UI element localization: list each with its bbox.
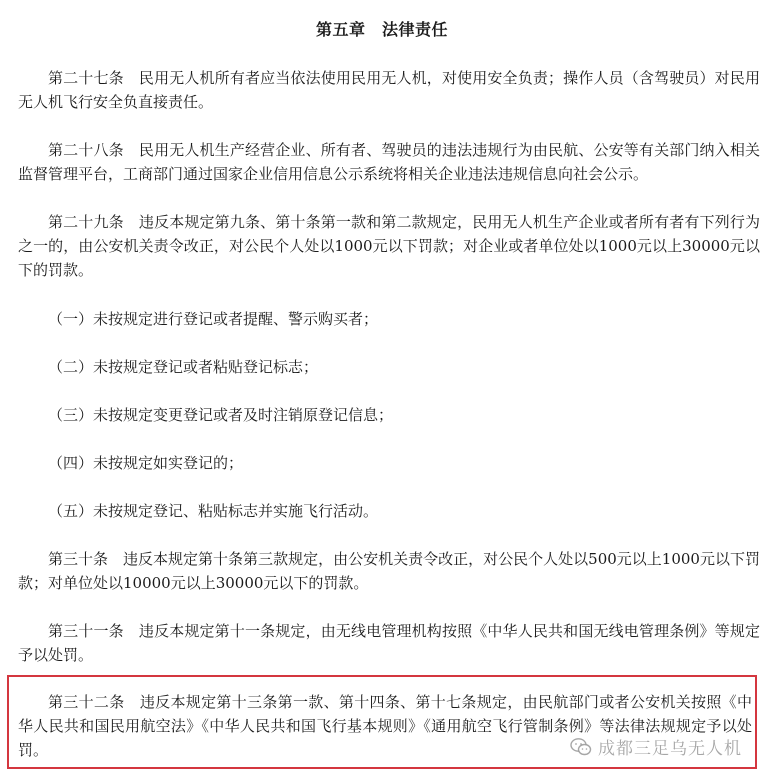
- item-1: （一）未按规定进行登记或者提醒、警示购买者；: [48, 310, 379, 328]
- article-30: 第三十条 违反本规定第十条第三款规定，由公安机关责令改正，对公民个人处以500元以上1000元以下罚款；对单位处以10000元以上30000元以下的罚款。: [18, 550, 760, 592]
- item-3: （三）未按规定变更登记或者及时注销原登记信息；: [48, 406, 394, 424]
- watermark-text: 成都三足乌无人机: [598, 739, 742, 759]
- item-2: （二）未按规定登记或者粘贴登记标志；: [48, 358, 319, 376]
- watermark: [570, 734, 742, 759]
- item-5: （五）未按规定登记、粘贴标志并实施飞行活动。: [48, 502, 379, 520]
- article-28: 第二十八条 民用无人机生产经营企业、所有者、驾驶员的违法违规行为由民航、公安等有关部门纳入相关监督管理平台，工商部门通过国家企业信用信息公示系统将相关企业违法违规信息向社会公示。: [18, 141, 760, 183]
- article-32: 第三十二条 违反本规定第十三条第一款、第十四条、第十七条规定，由民航部门或者公安机关按照《中华人民共和国民用航空法》《中华人民共和国飞行基本规则》《通用航空飞行管制条例》等法律法规规定予以处罚。: [18, 693, 752, 759]
- item-4: （四）未按规定如实登记的；: [48, 454, 244, 472]
- article-27: 第二十七条 民用无人机所有者应当依法使用民用无人机，对使用安全负责；操作人员（含驾驶员）对民用无人机飞行安全负直接责任。: [18, 69, 760, 111]
- chapter-title: 第五章 法律责任: [315, 20, 448, 39]
- wechat-icon: [570, 737, 592, 757]
- article-29: 第二十九条 违反本规定第九条、第十条第一款和第二款规定，民用无人机生产企业或者所有者有下列行为之一的，由公安机关责令改正，对公民个人处以1000元以下罚款；对企业或者单位处以1000元以上30000元以下的罚款。: [18, 213, 760, 279]
- article-31: 第三十一条 违反本规定第十一条规定，由无线电管理机构按照《中华人民共和国无线电管理条例》等规定予以处罚。: [18, 622, 760, 664]
